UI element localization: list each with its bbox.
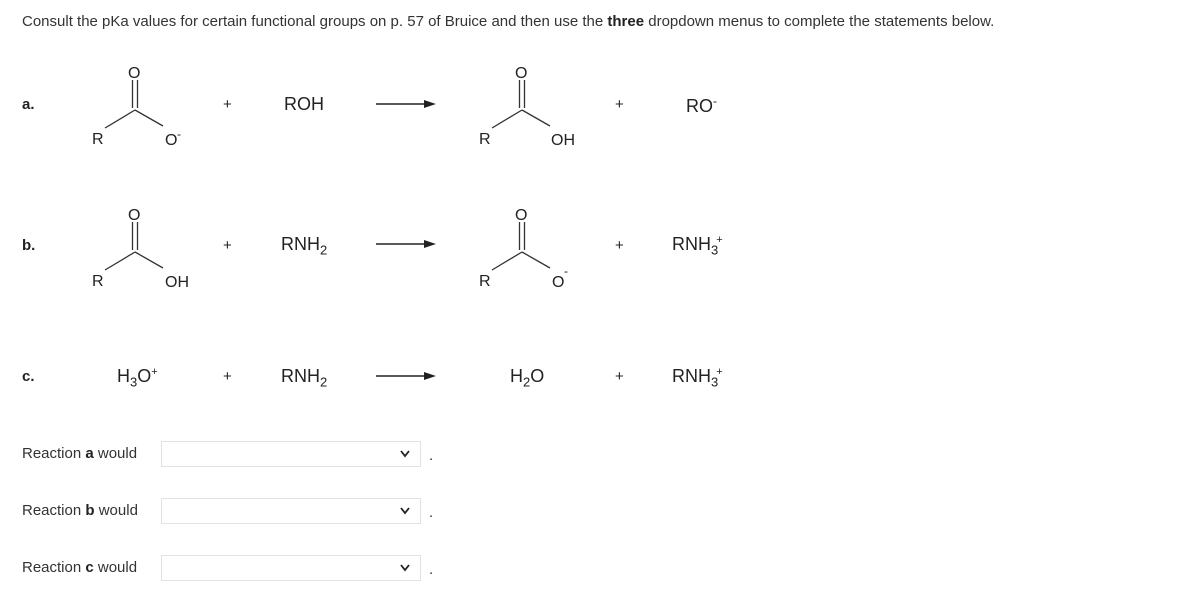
statement-c-label: Reaction c would (22, 559, 138, 576)
reaction-b-arrow-icon (376, 238, 436, 250)
oxide-charge: - (177, 127, 181, 141)
svg-text:OH: OH (551, 132, 575, 149)
instructions-text: Consult the pKa values for certain functional groups on p. 57 of Bruice and then use the three dropdown menus to complete the statements below. (22, 13, 995, 30)
reaction-b-reactant1-acid (75, 202, 215, 302)
svg-text:O: O (515, 65, 528, 82)
reaction-c-plus2: + (615, 368, 624, 385)
reaction-c-arrow-icon (376, 370, 436, 382)
oxide-o: O (165, 132, 178, 149)
reaction-a-arrow-icon (376, 98, 436, 110)
chevron-down-icon (400, 562, 410, 574)
svg-text:R: R (92, 273, 104, 290)
reaction-b-product1-carboxylate (468, 202, 608, 302)
reaction-c-plus1: + (223, 368, 232, 385)
carbonyl-o: O (128, 65, 141, 82)
reaction-b-plus1: + (223, 237, 232, 254)
reaction-a-product2: RO- (686, 94, 717, 116)
reaction-b-label: b. (22, 237, 36, 254)
svg-text:OH: OH (165, 274, 189, 291)
statement-a-period: . (429, 447, 434, 464)
reaction-c-label: c. (22, 368, 35, 385)
statement-b-label: Reaction b would (22, 502, 138, 519)
reaction-b-product2: $RNH_3^+$ (672, 234, 723, 258)
reaction-c-dropdown[interactable] (161, 555, 421, 581)
reaction-a-plus2: + (615, 96, 624, 113)
reaction-a-label: a. (22, 96, 35, 113)
svg-text:O: O (552, 274, 565, 291)
reaction-a-product1-acid (468, 60, 608, 160)
statement-c-period: . (429, 561, 434, 578)
reaction-c-product2: $RNH_3^+$ (672, 366, 723, 390)
svg-text:O: O (128, 207, 141, 224)
statement-a-label: Reaction a would (22, 445, 138, 462)
reaction-c-reactant2: $RNH_2$ (281, 366, 328, 390)
reaction-b-reactant2: $RNH_2$ (281, 234, 328, 258)
reaction-a-dropdown[interactable] (161, 441, 421, 467)
reaction-b-plus2: + (615, 237, 624, 254)
r-group: R (92, 131, 104, 148)
chevron-down-icon (400, 505, 410, 517)
reaction-c-reactant1: $H_3O^+$ (117, 366, 158, 390)
svg-text:R: R (479, 131, 491, 148)
instructions-bold: three (607, 13, 645, 30)
reaction-a-reactant1-carboxylate (75, 60, 215, 160)
reaction-b-dropdown[interactable] (161, 498, 421, 524)
svg-text:O: O (515, 207, 528, 224)
statement-b-period: . (429, 504, 434, 521)
reaction-a-reactant2: ROH (284, 94, 324, 114)
reaction-a-plus1: + (223, 96, 232, 113)
svg-text:-: - (564, 264, 568, 278)
svg-text:R: R (479, 273, 491, 290)
reaction-c-product1: $H_2O$ (510, 366, 545, 390)
chevron-down-icon (400, 448, 410, 460)
